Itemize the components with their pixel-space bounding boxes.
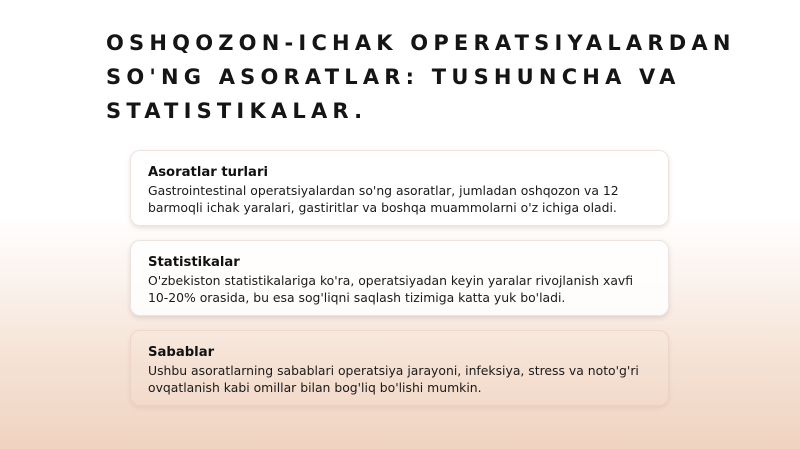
card-heading: Statistikalar	[148, 255, 240, 270]
card-body: Gastrointestinal operatsiyalardan so'ng asoratlar, jumladan oshqozon va 12 barmoqli ichak yaralari, gastiritlar va boshqa muammolarni o'z ichiga oladi.	[148, 183, 619, 215]
card-body: Ushbu asoratlarning sabablari operatsiya jarayoni, infeksiya, stress va noto'g'ri ovqatlanish kabi omillar bilan bog'liq bo'lishi mumkin.	[148, 363, 639, 395]
slide-title: OSHQOZON-ICHAK OPERATSIYALARDAN SO'NG ASORATLAR: TUSHUNCHA VA STATISTIKALAR.	[106, 31, 736, 123]
card-body: O'zbekiston statistikalariga ko'ra, operatsiyadan keyin yaralar rivojlanish xavfi 10-20% orasida, bu esa sog'liqni saqlash tizimiga katta yuk bo'ladi.	[148, 273, 634, 305]
card-heading: Asoratlar turlari	[148, 165, 268, 180]
card-heading: Sabablar	[148, 345, 215, 360]
card-causes	[130, 330, 669, 406]
card-complication-types	[130, 150, 669, 226]
card-statistics	[130, 240, 669, 316]
